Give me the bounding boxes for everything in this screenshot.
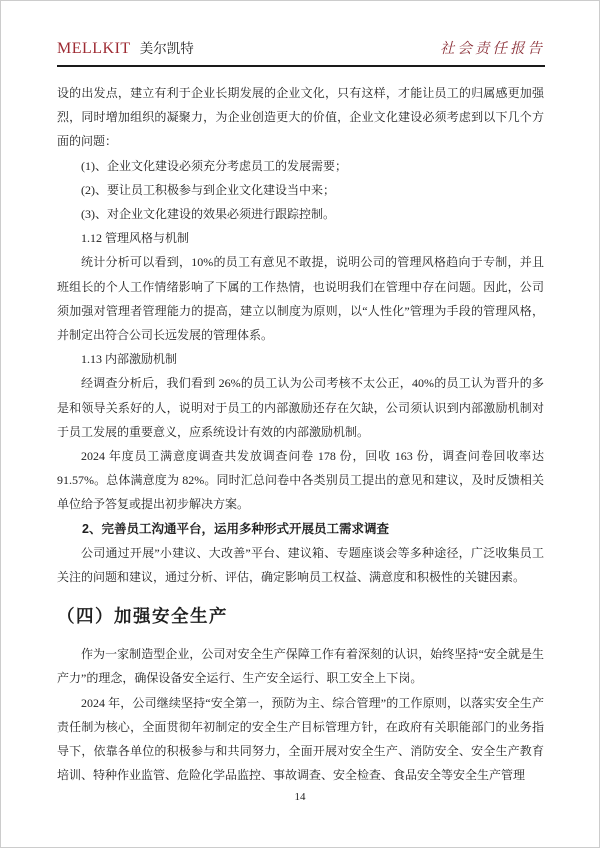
document-body — [57, 81, 544, 787]
management-style-paragraph: 统计分析可以看到，10%的员工有意见不敢提，说明公司的管理风格趋向于专制，并且班组长的个人工作情绪影响了下属的工作热情，也说明我们在管理中存在问题。因此，公司须加强对管理者管理能力的提高，建立以制度为原则，以“人性化”管理为手段的管理风格，并制定出符合公司长远发展的管理体系。 — [57, 255, 544, 343]
report-title: 社会责任报告 — [440, 41, 545, 57]
section-4-heading: （四）加强安全生产 — [57, 606, 228, 627]
culture-list-item-3: (3)、对企业文化建设的效果必须进行跟踪控制。 — [81, 207, 335, 222]
satisfaction-survey-paragraph: 2024 年度员工满意度调查共发放调查问卷 178 份，回收 163 份，调查问卷回收率达 91.57%。总体满意度为 82%。同时汇总问卷中各类别员工提出的意见和建议，及时反馈相关单位给予答复或提出初步解决方案。 — [57, 449, 544, 512]
culture-list-item-1: (1)、企业文化建设必须充分考虑员工的发展需要； — [81, 158, 347, 173]
brand-name-cn: 美尔凯特 — [139, 41, 194, 56]
page-number: 14 — [294, 791, 306, 803]
safety-management-paragraph: 2024 年，公司继续坚持“安全第一，预防为主、综合管理”的工作原则，以落实安全生产责任制为核心，全面贯彻年初制定的安全生产目标管理方针，在政府有关职能部门的业务指导下，依靠各单位的积极参与和共同努力，全面开展对安全生产、消防安全、安全生产教育培训、特种作业监管、危险化学品监控、事故调查、安全检查、食品安全等安全生产管理 — [57, 695, 544, 783]
culture-list-item-2: (2)、要让员工积极参与到企业文化建设当中来； — [81, 182, 335, 197]
brand-name-en: MELLKIT — [57, 40, 131, 57]
page-header — [57, 37, 545, 67]
page-footer — [1, 791, 599, 803]
communication-platform-paragraph: 公司通过开展”小建议、大改善”平台、建议箱、专题座谈会等多种途径，广泛收集员工关注的问题和建议，通过分析、评估，确定影响员工权益、满意度和积极性的关键因素。 — [57, 545, 544, 585]
incentive-paragraph: 经调查分析后，我们看到 26%的员工认为公司考核不太公正，40%的员工认为晋升的多是和领导关系好的人，说明对于员工的内部激励还存在欠缺，公司须认识到内部激励机制对于员工发展的重要意义，应系统设计有效的内部激励机制。 — [57, 376, 544, 439]
brand-logo — [57, 37, 194, 58]
subsection-1-13-heading: 1.13 内部激励机制 — [81, 352, 178, 367]
subsection-1-12-heading: 1.12 管理风格与机制 — [81, 231, 190, 246]
safety-concept-paragraph: 作为一家制造型企业，公司对安全生产保障工作有着深刻的认识，始终坚持“安全就是生产力”的理念，确保设备安全运行、生产安全运行、职工安全上下岗。 — [57, 647, 544, 686]
continuation-paragraph: 设的出发点，建立有利于企业长期发展的企业文化，只有这样，才能让员工的归属感更加强烈，同时增加组织的凝聚力，为企业创造更大的价值，企业文化建设必须考虑到以下几个方面的问题： — [57, 86, 544, 149]
bold-subheading-communication: 2、完善员工沟通平台，运用多种形式开展员工需求调查 — [82, 521, 389, 536]
